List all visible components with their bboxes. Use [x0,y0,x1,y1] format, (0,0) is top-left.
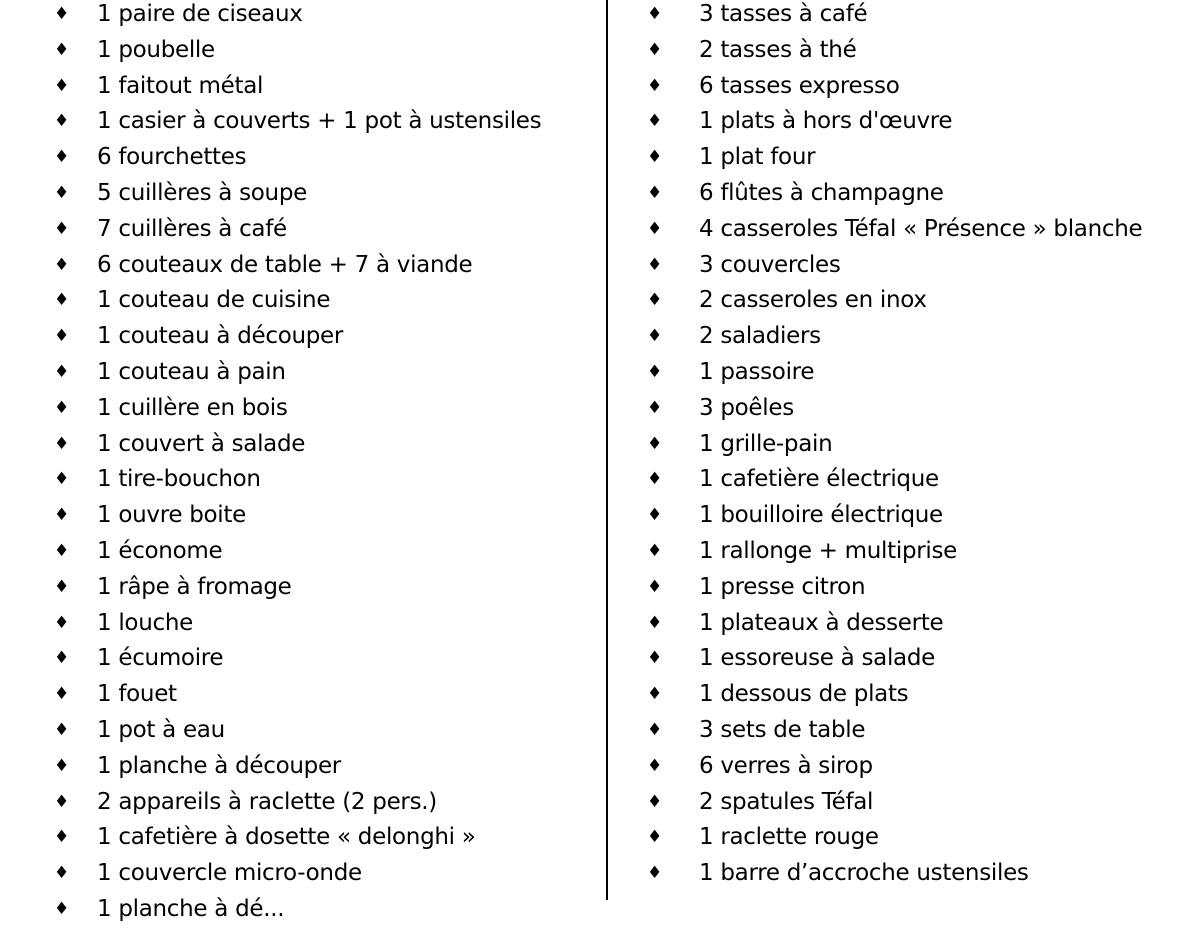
diamond-bullet-icon: ♦ [647,827,662,848]
diamond-bullet-icon: ♦ [54,147,69,168]
diamond-bullet-icon: ♦ [647,863,662,884]
diamond-bullet-icon: ♦ [54,541,69,561]
list-item-label: 1 couvert à salade [97,430,306,457]
diamond-bullet-icon: ♦ [647,791,662,812]
diamond-bullet-icon: ♦ [647,755,662,776]
diamond-bullet-icon: ♦ [54,75,69,96]
diamond-bullet-icon: ♦ [647,218,662,239]
diamond-bullet-icon: ♦ [54,433,69,454]
list-item-label: 2 spatules Téfal [699,788,874,815]
diamond-bullet-icon: ♦ [647,684,662,705]
list-item-label: 1 pot à eau [97,717,225,743]
diamond-bullet-icon: ♦ [647,111,662,132]
diamond-bullet-icon: ♦ [54,684,69,705]
diamond-bullet-icon: ♦ [54,111,69,132]
list-item-label: 1 essoreuse à salade [699,645,935,672]
diamond-bullet-icon: ♦ [54,326,69,347]
list-item-label: 2 casseroles en inox [699,287,927,314]
list-item-label: 1 cuillère en bois [97,394,288,421]
list-item-label: 1 écumoire [97,645,224,672]
list-item-label: 1 plats à hors d'œuvre [699,108,953,135]
list-item-label: 4 casseroles Téfal « Présence » blanche [699,215,1143,242]
diamond-bullet-icon: ♦ [54,183,69,203]
diamond-bullet-icon: ♦ [54,254,69,275]
list-item-label: 1 faitout métal [97,72,264,99]
diamond-bullet-icon: ♦ [647,4,662,24]
diamond-bullet-icon: ♦ [54,791,69,812]
list-item-label: 6 tasses expresso [699,72,900,99]
diamond-bullet-icon: ♦ [647,576,662,597]
list-item-label: 1 tire-bouchon [97,466,261,493]
diamond-bullet-icon: ♦ [54,755,69,776]
diamond-bullet-icon: ♦ [54,362,69,382]
list-item-label: 6 couteaux de table + 7 à viande [97,251,473,278]
list-item-label: 1 planche à découper [97,752,341,779]
list-item-label: 3 tasses à café [699,1,868,27]
diamond-bullet-icon: ♦ [647,397,662,418]
list-item-label: 1 couvercle micro-onde [97,860,362,887]
list-item-label: 1 casier à couverts + 1 pot à ustensiles [97,108,542,135]
diamond-bullet-icon: ♦ [647,326,662,347]
diamond-bullet-icon: ♦ [54,39,69,60]
list-item-label: 1 presse citron [699,573,866,600]
list-item-label: 1 rallonge + multiprise [699,538,958,564]
list-item-label: 1 couteau à découper [97,323,344,350]
list-item-label: 3 sets de table [699,717,866,743]
list-item-label: 1 bouilloire électrique [699,502,943,529]
diamond-bullet-icon: ♦ [54,612,69,633]
list-item-label: 1 économe [97,538,223,564]
list-item-label: 1 louche [97,609,193,636]
list-item-label: 1 râpe à fromage [97,573,292,600]
list-item-label: 6 flûtes à champagne [699,180,944,206]
list-item-label: 1 dessous de plats [699,681,909,708]
list-item-label: 1 cafetière électrique [699,466,939,493]
diamond-bullet-icon: ♦ [647,720,662,740]
list-item-label: 1 grille-pain [699,430,833,457]
list-item-label: 1 paire de ciseaux [97,1,303,27]
diamond-bullet-icon: ♦ [647,541,662,561]
diamond-bullet-icon: ♦ [647,433,662,454]
diamond-bullet-icon: ♦ [647,290,662,311]
diamond-bullet-icon: ♦ [54,899,69,919]
diamond-bullet-icon: ♦ [54,4,69,24]
diamond-bullet-icon: ♦ [54,505,69,526]
list-item-label: 3 poêles [699,394,794,421]
list-item-label: 1 poubelle [97,36,215,63]
list-item-label: 7 cuillères à café [97,215,287,242]
diamond-bullet-icon: ♦ [647,147,662,168]
diamond-bullet-icon: ♦ [647,612,662,633]
list-item-label: 6 verres à sirop [699,752,873,779]
list-item-label: 3 couvercles [699,251,841,278]
diamond-bullet-icon: ♦ [54,397,69,418]
diamond-bullet-icon: ♦ [54,218,69,239]
column-divider [606,0,608,900]
list-item-label: 1 cafetière à dosette « delonghi » [97,824,476,851]
diamond-bullet-icon: ♦ [54,469,69,490]
diamond-bullet-icon: ♦ [54,827,69,848]
diamond-bullet-icon: ♦ [54,648,69,669]
diamond-bullet-icon: ♦ [647,648,662,669]
diamond-bullet-icon: ♦ [54,576,69,597]
list-item-label: 2 tasses à thé [699,36,857,63]
diamond-bullet-icon: ♦ [647,183,662,203]
diamond-bullet-icon: ♦ [647,505,662,526]
diamond-bullet-icon: ♦ [647,39,662,60]
list-item-label: 1 planche à dé... [97,896,285,922]
list-item-label: 6 fourchettes [97,144,247,171]
list-item-label: 5 cuillères à soupe [97,180,307,206]
list-item-label: 1 plateaux à desserte [699,609,944,636]
diamond-bullet-icon: ♦ [647,75,662,96]
diamond-bullet-icon: ♦ [647,362,662,382]
diamond-bullet-icon: ♦ [54,290,69,311]
list-item-label: 1 couteau de cuisine [97,287,331,314]
list-item-label: 1 raclette rouge [699,824,879,851]
diamond-bullet-icon: ♦ [54,863,69,884]
diamond-bullet-icon: ♦ [54,720,69,740]
list-item-label: 1 plat four [699,144,816,171]
list-item-label: 1 barre d’accroche ustensiles [699,860,1029,887]
list-item-label: 1 fouet [97,681,177,708]
diamond-bullet-icon: ♦ [647,254,662,275]
diamond-bullet-icon: ♦ [647,469,662,490]
list-item-label: 1 couteau à pain [97,359,286,385]
list-item-label: 1 passoire [699,359,815,385]
list-item-label: 2 appareils à raclette (2 pers.) [97,788,437,815]
list-item-label: 2 saladiers [699,323,821,350]
list-item-label: 1 ouvre boite [97,502,246,529]
